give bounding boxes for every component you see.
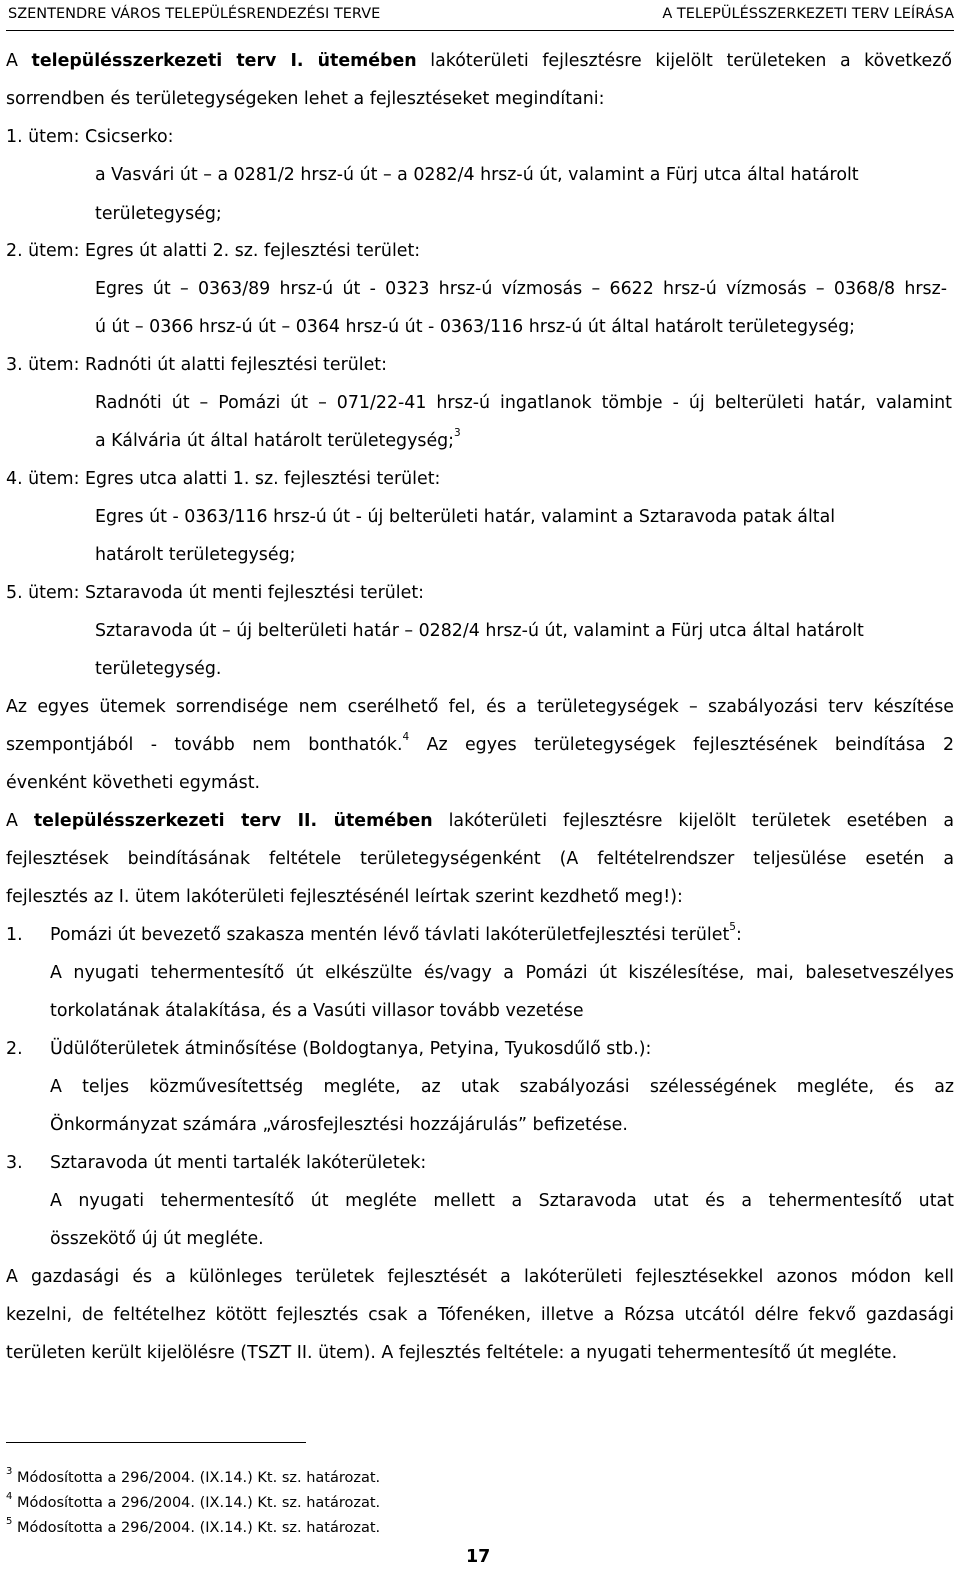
stage-4-heading: 4. ütem: Egres utca alatti 1. sz. fejlesztési terület:	[6, 469, 441, 489]
para3-line-3: területen került kijelölésre (TSZT II. ütem). A fejlesztés feltétele: a nyugati tehermentesítő út megléte.	[6, 1343, 898, 1363]
footnote-ref-5[interactable]: 5	[729, 921, 736, 934]
list-item-1-text-2: torkolatának átalakítása, és a Vasúti villasor tovább vezetése	[50, 1001, 584, 1021]
footnote-separator	[6, 1442, 306, 1443]
footnote-5: $^5$ Módosította a 296/2004. (IX.14.) Kt. sz. határozat.	[6, 1516, 381, 1536]
intro-line-2: sorrendben és területegységeken lehet a fejlesztéseket megindítani:	[6, 89, 605, 109]
para1-line-1: Az egyes ütemek sorrendisége nem cserélhető fel, és a területegységek – szabályozási terv készítése	[6, 697, 954, 717]
stage-4-text-2: határolt területegység;	[95, 545, 296, 565]
stage-3-text-2: a Kálvária út által határolt területegység;$^3$	[95, 427, 461, 451]
stage-3-text-1: Radnóti út – Pomázi út – 071/22-41 hrsz-ú ingatlanok tömbje - új belterületi határ, valamint	[95, 393, 952, 413]
stage-4-text-1: Egres út - 0363/116 hrsz-ú út - új belterületi határ, valamint a Sztaravoda patak által	[95, 507, 836, 527]
para2-line-2: fejlesztések beindításának feltétele területegységenként (A feltételrendszer teljesülése esetén a	[6, 849, 954, 869]
list-item-3-text-1: A nyugati tehermentesítő út megléte mellett a Sztaravoda utat és a tehermentesítő utat	[50, 1191, 954, 1211]
list-item-1-number: 1.	[6, 925, 23, 945]
para2-line-3: fejlesztés az I. ütem lakóterületi fejlesztésénél leírtak szerint kezdhető meg!):	[6, 887, 683, 907]
list-item-2-heading: Üdülőterületek átminősítése (Boldogtanya, Petyina, Tyukosdűlő stb.):	[50, 1039, 652, 1059]
header-right: A TELEPÜLÉSSZERKEZETI TERV LEÍRÁSA	[662, 6, 954, 22]
list-item-1-text-1: A nyugati tehermentesítő út elkészülte és/vagy a Pomázi út kiszélesítése, mai, balesetveszélyes	[50, 963, 954, 983]
stage-5-text-1: Sztaravoda út – új belterületi határ – 0282/4 hrsz-ú út, valamint a Fürj utca által határolt	[95, 621, 864, 641]
page-number: 17	[466, 1547, 491, 1567]
para3-line-2: kezelni, de feltételhez kötött fejlesztés csak a Tófenéken, illetve a Rózsa utcától délre fekvő gazdasági	[6, 1305, 954, 1325]
list-item-3-number: 3.	[6, 1153, 23, 1173]
list-item-2-text-2: Önkormányzat számára „városfejlesztési hozzájárulás” befizetése.	[50, 1115, 628, 1135]
stage-1-text-1: a Vasvári út – a 0281/2 hrsz-ú út – a 0282/4 hrsz-ú út, valamint a Fürj utca által határolt	[95, 165, 859, 185]
stage-5-text-2: területegység.	[95, 659, 222, 679]
header-left: SZENTENDRE VÁROS TELEPÜLÉSRENDEZÉSI TERVE	[8, 6, 381, 22]
intro-line-1: A településszerkezeti terv I. ütemében lakóterületi fejlesztésre kijelölt területeken a következő	[6, 51, 953, 71]
footnote-3: $^3$ Módosította a 296/2004. (IX.14.) Kt. sz. határozat.	[6, 1466, 381, 1486]
list-item-2-text-1: A teljes közművesítettség megléte, az utak szabályozási szélességének megléte, és az	[50, 1077, 954, 1097]
stage-2-text-1: Egres út – 0363/89 hrsz-ú út - 0323 hrsz-ú vízmosás – 6622 hrsz-ú vízmosás – 0368/8 hrsz-	[95, 279, 947, 299]
footnote-4: $^4$ Módosította a 296/2004. (IX.14.) Kt. sz. határozat.	[6, 1491, 381, 1511]
page-header	[6, 0, 954, 31]
footnote-ref-4[interactable]: 4	[402, 731, 410, 744]
para2-line-1: A településszerkezeti terv II. ütemében lakóterületi fejlesztésre kijelölt területek esetében a	[6, 811, 954, 831]
stage-2-text-2: ú út – 0366 hrsz-ú út – 0364 hrsz-ú út - 0363/116 hrsz-ú út által határolt területegység;	[95, 317, 856, 337]
emphasis: településszerkezeti terv I. ütemében	[31, 51, 417, 71]
list-item-3-heading: Sztaravoda út menti tartalék lakóterületek:	[50, 1153, 427, 1173]
stage-2-heading: 2. ütem: Egres út alatti 2. sz. fejlesztési terület:	[6, 241, 421, 261]
para1-line-3: évenként követheti egymást.	[6, 773, 261, 793]
stage-1-text-2: területegység;	[95, 204, 222, 224]
stage-5-heading: 5. ütem: Sztaravoda út menti fejlesztési terület:	[6, 583, 425, 603]
para3-line-1: A gazdasági és a különleges területek fejlesztését a lakóterületi fejlesztésekkel azonos módon kell	[6, 1267, 954, 1287]
footnote-ref-3[interactable]: 3	[454, 427, 461, 440]
stage-1-heading: 1. ütem: Csicserko:	[6, 127, 174, 147]
stage-3-heading: 3. ütem: Radnóti út alatti fejlesztési terület:	[6, 355, 387, 375]
para1-line-2: szempontjából - tovább nem bonthatók.$^4$ Az egyes területegységek fejlesztésének beindítása 2	[6, 731, 955, 755]
list-item-2-number: 2.	[6, 1039, 23, 1059]
emphasis: településszerkezeti terv II. ütemében	[33, 811, 433, 831]
list-item-1-heading: Pomázi út bevezető szakasza mentén lévő távlati lakóterületfejlesztési terület$^5$:	[50, 921, 742, 945]
list-item-3-text-2: összekötő új út megléte.	[50, 1229, 264, 1249]
